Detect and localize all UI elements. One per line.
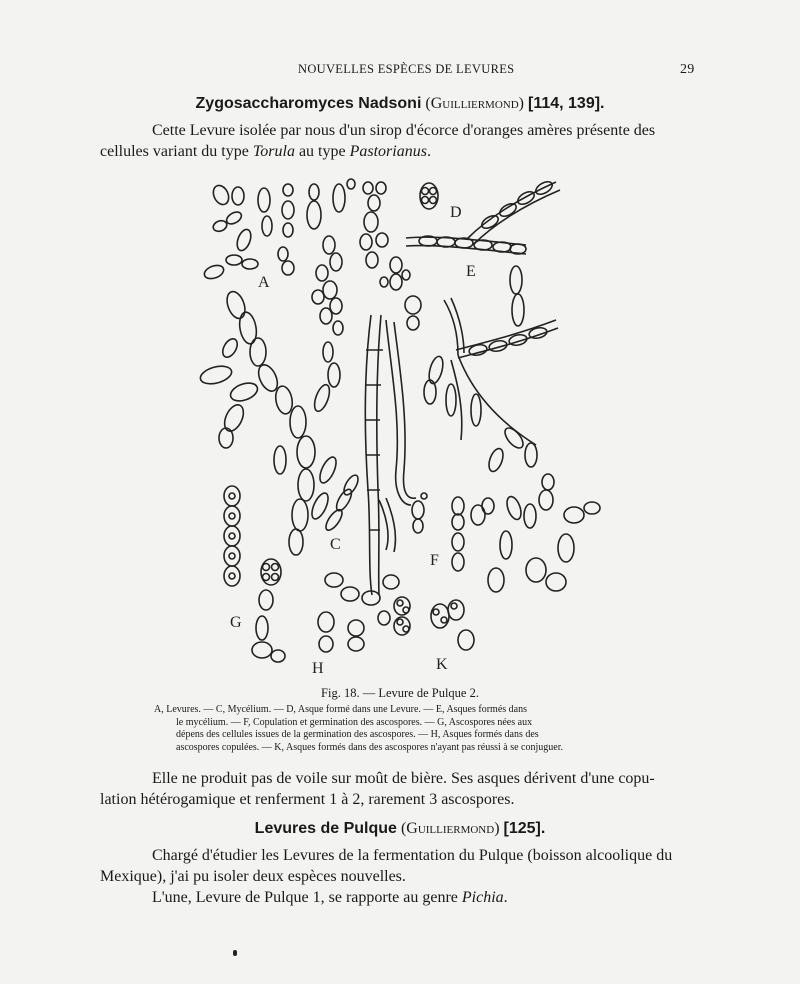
figure-label-a: A	[258, 274, 270, 291]
figure-label-c: C	[330, 536, 341, 553]
figure-label-e: E	[466, 263, 476, 280]
text-line: Cette Levure isolée par nous d'un sirop d'écorce d'oranges amères présente des	[152, 122, 656, 139]
figure-caption-title: Fig. 18. — Levure de Pulque 2.	[321, 686, 479, 700]
page-number: 29	[680, 62, 695, 77]
reference-numbers: [114, 139].	[527, 95, 605, 112]
caption-line: le mycélium. — F, Copulation et germination des ascospores. — G, Ascospores nées aux	[176, 716, 533, 728]
cells-group-a	[203, 179, 421, 335]
section-heading-zygosaccharomyces	[0, 95, 800, 113]
caption-line: dépens des cellules issues de la germination des ascospores. — H, Asques formés dans des	[176, 729, 539, 740]
italic-term: Pichia	[461, 889, 504, 906]
yeast-drawing	[196, 170, 606, 690]
ink-mark	[233, 950, 237, 956]
running-title: NOUVELLES ESPÈCES DE LEVURES	[298, 62, 515, 76]
text-line: cellules variant du type Torula au type Pastorianus.	[100, 143, 431, 160]
author-name: (Guilliermond)	[400, 820, 500, 837]
caption-line: A, Levures. — C, Mycélium. — D, Asque formé dans une Levure. — E, Asques formés dans	[154, 704, 527, 715]
author-name: (Guilliermond)	[425, 95, 524, 112]
text-line: L'une, Levure de Pulque 1, se rapporte au genre Pichia.	[152, 889, 508, 906]
figure-18-illustration	[196, 170, 606, 690]
figure-label-d: D	[450, 204, 462, 221]
italic-term: Pastorianus	[349, 143, 427, 160]
section-heading-levures-de-pulque	[0, 820, 800, 838]
italic-term: Torula	[252, 143, 295, 160]
paragraph-zygosaccharomyces	[100, 120, 696, 162]
species-name: Zygosaccharomyces Nadsoni	[195, 95, 422, 112]
caption-line: ascospores copulées. — K, Asques formés dans des ascospores n'ayant pas réussi à se conjuguer.	[176, 741, 563, 753]
text-line: lation hétérogamique et renferment 1 à 2, rarement 3 ascospores.	[100, 791, 515, 808]
asci-group-d-e	[406, 179, 560, 473]
paragraph-voile	[100, 768, 696, 810]
figure-caption-body	[154, 704, 638, 754]
text-line: Mexique), j'ai pu isoler deux espèces nouvelles.	[100, 868, 406, 885]
figure-label-f: F	[430, 552, 439, 569]
figure-label-k: K	[436, 656, 448, 673]
paragraph-pulque	[100, 845, 696, 908]
spores-groups-f-g-h-k	[224, 474, 600, 662]
text-line: Chargé d'étudier les Levures de la fermentation du Pulque (boisson alcoolique du	[152, 847, 673, 864]
mycelium-group-c	[198, 289, 416, 595]
section-name: Levures de Pulque	[254, 820, 397, 837]
reference-numbers: [125].	[503, 820, 546, 837]
figure-label-g: G	[230, 614, 242, 631]
figure-label-h: H	[312, 660, 324, 677]
text-line: Elle ne produit pas de voile sur moût de bière. Ses asques dérivent d'une copu-	[152, 770, 655, 787]
